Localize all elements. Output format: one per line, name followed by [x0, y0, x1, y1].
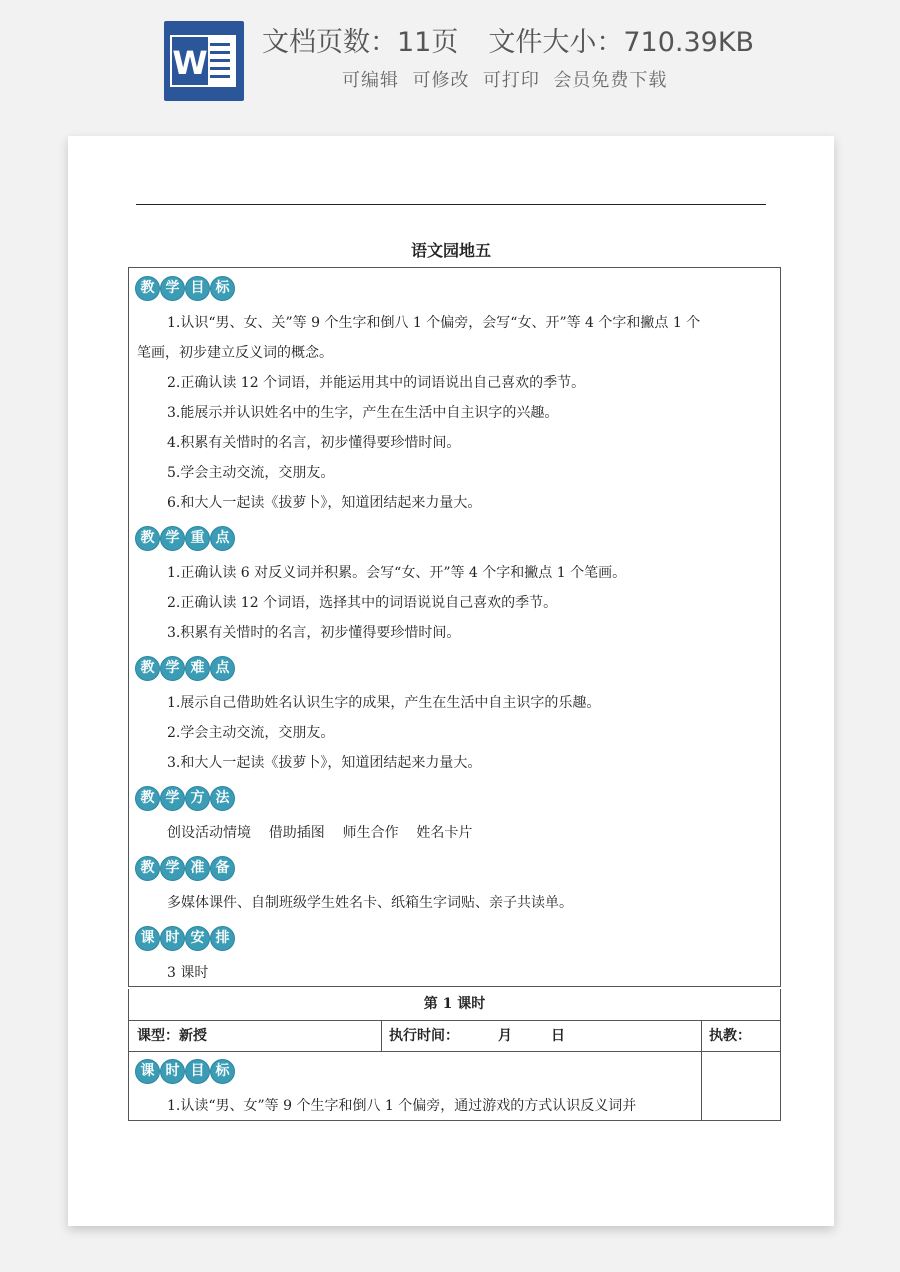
badge: 点	[210, 526, 235, 551]
lesson-goal-row	[128, 1051, 781, 1121]
file-size: 文件大小：710.39KB	[488, 27, 755, 58]
word-letter: W	[170, 35, 210, 87]
word-icon	[164, 21, 244, 101]
keypoint-line: 1.正确认读 6 对反义词并积累。会写“女、开”等 4 个字和撇点 1 个笔画。	[167, 565, 627, 581]
section-difficulties-label	[135, 656, 235, 682]
badge: 法	[210, 786, 235, 811]
badge: 教	[135, 786, 160, 811]
badge: 时	[160, 1059, 185, 1084]
badge: 安	[185, 926, 210, 951]
goal-line: 5.学会主动交流，交朋友。	[167, 465, 335, 481]
badge: 教	[135, 276, 160, 301]
section-keypoints-label	[135, 526, 235, 552]
badge: 学	[160, 786, 185, 811]
cell-divider	[381, 1021, 382, 1051]
badge: 学	[160, 526, 185, 551]
download-banner	[0, 0, 900, 120]
lesson-goal-label	[135, 1059, 235, 1085]
section-prep-label	[135, 856, 235, 882]
badge: 教	[135, 656, 160, 681]
goal-line: 4.积累有关惜时的名言，初步懂得要珍惜时间。	[167, 435, 461, 451]
feature-list: 可编辑 可修改 可打印 会员免费下载	[342, 70, 668, 91]
badge: 课	[135, 926, 160, 951]
difficulty-line: 3.和大人一起读《拔萝卜》，知道团结起来力量大。	[167, 755, 482, 771]
section-schedule-label	[135, 926, 235, 952]
badge: 时	[160, 926, 185, 951]
badge: 目	[185, 1059, 210, 1084]
execution-time: 执行时间： 月 日	[389, 1028, 565, 1044]
page-count: 文档页数：11页	[262, 27, 459, 58]
schedule-line: 3 课时	[167, 965, 209, 981]
badge: 教	[135, 856, 160, 881]
badge: 备	[210, 856, 235, 881]
cell-divider	[701, 1021, 702, 1051]
lesson-type: 课型：新授	[137, 1028, 207, 1044]
badge: 学	[160, 656, 185, 681]
lesson-plan-box	[128, 267, 781, 987]
teacher-field: 执教：	[709, 1028, 751, 1044]
goal-line: 3.能展示并认识姓名中的生字，产生在生活中自主识字的兴趣。	[167, 405, 559, 421]
goal-line: 1.认识“男、女、关”等 9 个生字和倒八 1 个偏旁，会写“女、开”等 4 个字和撇点 1 个	[167, 315, 701, 331]
keypoint-line: 2.正确认读 12 个词语，选择其中的词语说说自己喜欢的季节。	[167, 595, 558, 611]
section-methods-label	[135, 786, 235, 812]
badge: 目	[185, 276, 210, 301]
goal-line: 6.和大人一起读《拔萝卜》，知道团结起来力量大。	[167, 495, 482, 511]
badge: 排	[210, 926, 235, 951]
keypoint-line: 3.积累有关惜时的名言，初步懂得要珍惜时间。	[167, 625, 461, 641]
file-info	[262, 20, 754, 59]
goal-line: 2.正确认读 12 个词语，并能运用其中的词语说出自己喜欢的季节。	[167, 375, 586, 391]
header-rule	[136, 204, 766, 205]
badge: 教	[135, 526, 160, 551]
methods-line: 创设活动情境 借助插图 师生合作 姓名卡片	[167, 825, 473, 841]
badge: 学	[160, 856, 185, 881]
badge: 标	[210, 1059, 235, 1084]
document-title: 语文园地五	[410, 241, 491, 260]
difficulty-line: 2.学会主动交流，交朋友。	[167, 725, 335, 741]
badge: 课	[135, 1059, 160, 1084]
goal-line: 笔画，初步建立反义词的概念。	[137, 345, 333, 361]
badge: 难	[185, 656, 210, 681]
badge: 学	[160, 276, 185, 301]
badge: 点	[210, 656, 235, 681]
badge: 标	[210, 276, 235, 301]
section-goals-label	[135, 276, 235, 302]
badge: 重	[185, 526, 210, 551]
badge: 方	[185, 786, 210, 811]
lesson-meta-row	[128, 1020, 781, 1052]
lesson-goal-line: 1.认读“男、女”等 9 个生字和倒八 1 个偏旁，通过游戏的方式认识反义词并	[167, 1098, 637, 1114]
difficulty-line: 1.展示自己借助姓名认识生字的成果，产生在生活中自主识字的乐趣。	[167, 695, 601, 711]
prep-line: 多媒体课件、自制班级学生姓名卡、纸箱生字词贴、亲子共读单。	[167, 895, 573, 911]
cell-divider	[701, 1052, 702, 1120]
lesson-title-row: 第 1 课时	[128, 989, 781, 1021]
document-page	[68, 136, 834, 1226]
badge: 准	[185, 856, 210, 881]
